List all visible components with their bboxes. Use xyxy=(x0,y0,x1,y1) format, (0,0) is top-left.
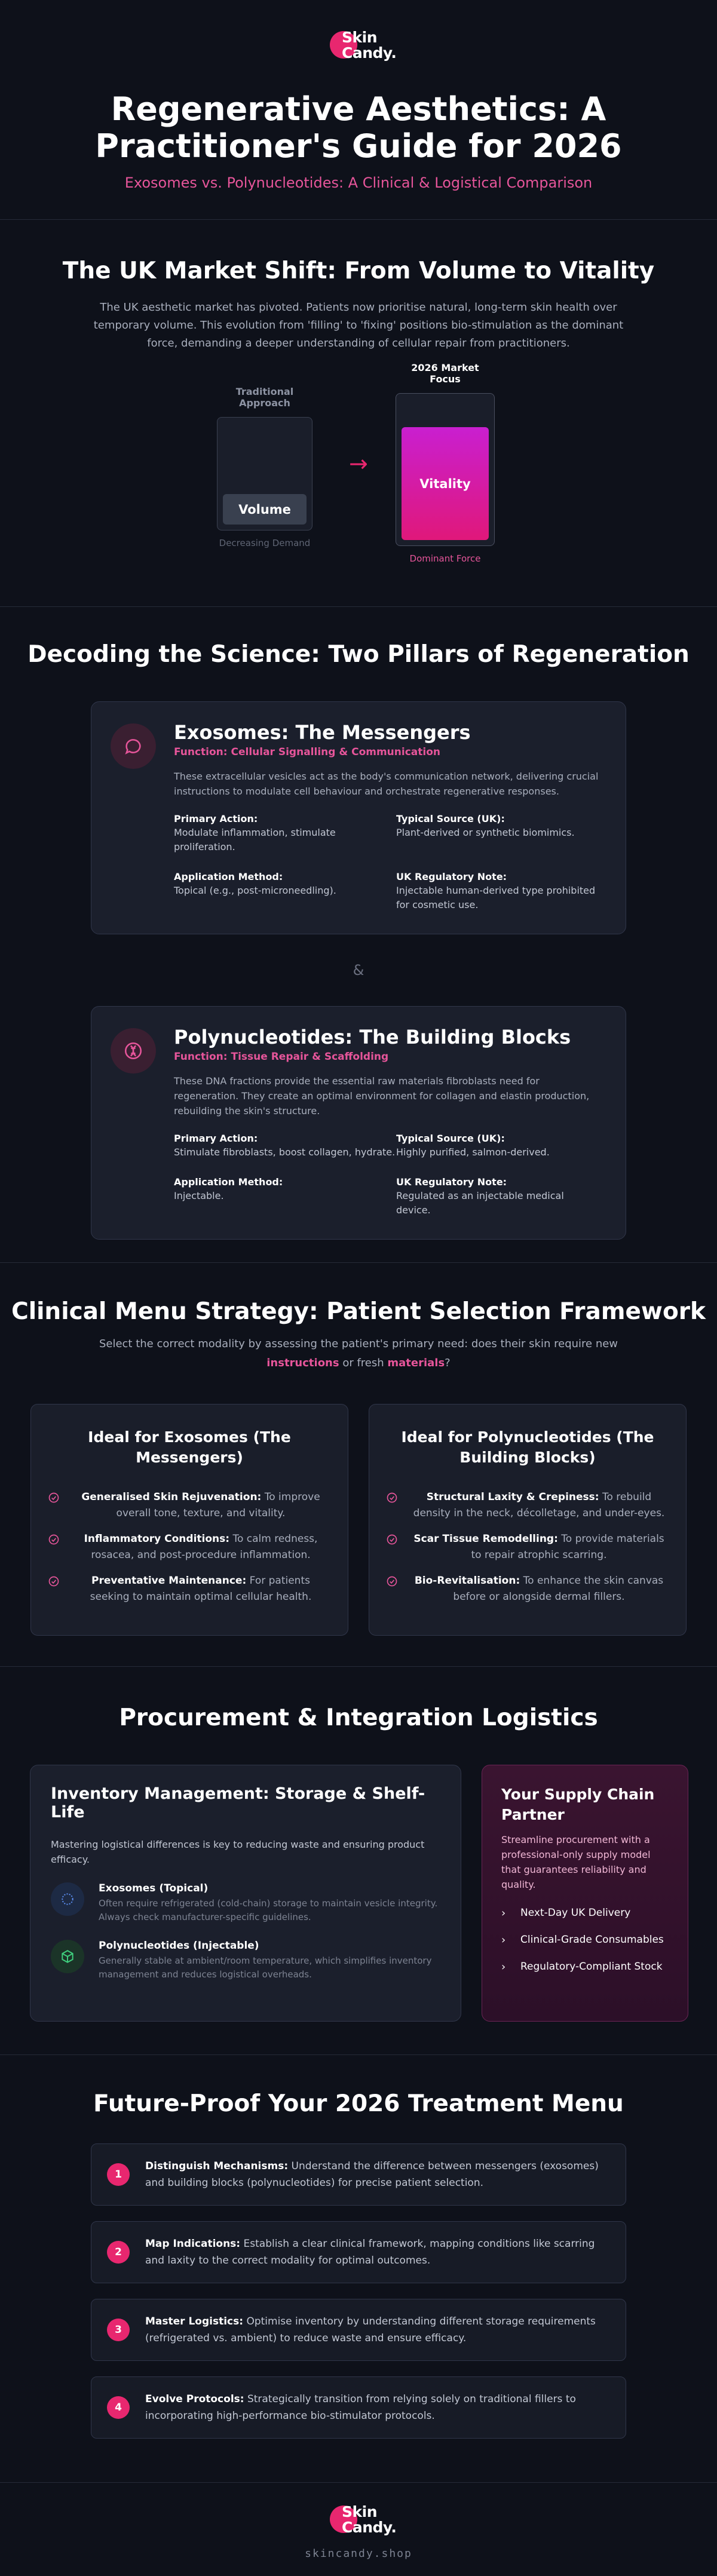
lede-highlight-instructions: instructions xyxy=(266,1357,339,1369)
item-head: Generalised Skin Rejuvenation: xyxy=(81,1491,262,1503)
section-title: Procurement & Integration Logistics xyxy=(119,1704,598,1731)
item-title: Exosomes (Topical) xyxy=(99,1882,209,1894)
step-text xyxy=(145,2158,610,2191)
field xyxy=(174,871,396,912)
field-label: Typical Source (UK): xyxy=(396,813,505,824)
card-title: Ideal for Exosomes (The Messengers) xyxy=(88,1428,291,1466)
page-subtitle: Exosomes vs. Polynucleotides: A Clinical & Logistical Comparison xyxy=(124,174,593,191)
logo-text-line2: Candy. xyxy=(342,44,397,62)
item-text: For patients seeking to maintain optimal cellular health. xyxy=(90,1575,312,1603)
field-label: Application Method: xyxy=(174,1176,283,1188)
inventory-card xyxy=(30,1765,461,2022)
item-head: Bio-Revitalisation: xyxy=(414,1575,520,1587)
vitality-bar: Vitality xyxy=(402,427,489,540)
ampersand-separator: & xyxy=(353,962,364,979)
focus-footer: Dominant Force xyxy=(409,553,481,564)
partner-benefits-list xyxy=(501,1905,669,1975)
field xyxy=(396,871,599,912)
title-line-2: Practitioner's Guide for 2026 xyxy=(95,127,622,165)
logo-text xyxy=(342,30,396,61)
logo-text-line2: Candy. xyxy=(342,2519,397,2536)
step-body: Understand the difference between messengers (exosomes) and building blocks (polynucleotides) for precise patient selection. xyxy=(145,2160,599,2189)
item-text: To calm redness, rosacea, and post-procedure inflammation. xyxy=(91,1533,318,1561)
polynucleotides-card xyxy=(91,1006,626,1240)
market-shift-section xyxy=(0,220,717,607)
item-text: To improve overall tone, texture, and vitality. xyxy=(116,1491,320,1519)
field xyxy=(174,1133,396,1160)
check-circle-icon xyxy=(48,1492,60,1509)
item-title: Polynucleotides (Injectable) xyxy=(99,1940,259,1952)
field-value: Topical (e.g., post-microneedling). xyxy=(174,885,336,896)
card-description: These DNA fractions provide the essential raw materials fibroblasts need for regeneration. They create an optimal environment for collagen and elastin production, rebuilding the skin's structure. xyxy=(174,1075,590,1117)
section-title: The UK Market Shift: From Volume to Vitality xyxy=(62,257,655,284)
logo-text xyxy=(342,2504,396,2535)
selection-cards xyxy=(0,1404,717,1636)
section-title: Clinical Menu Strategy: Patient Selection Framework xyxy=(11,1298,706,1325)
item-text: Next-Day UK Delivery xyxy=(520,1907,631,1919)
card-description: Streamline procurement with a professional-only supply model that guarantees reliability and quality. xyxy=(501,1834,651,1890)
section-lede: The UK aesthetic market has pivoted. Patients now prioritise natural, long-term skin health over temporary volume. This evolution from 'filling' to 'fixing' positions bio-stimulation as the dominant force, demanding a deeper understanding of cellular repair from practitioners. xyxy=(93,301,624,349)
card-intro: Mastering logistical differences is key to reducing waste and ensuring product efficacy. xyxy=(51,1839,425,1865)
check-circle-icon xyxy=(48,1575,60,1593)
step-item xyxy=(91,2143,626,2206)
card-title: Inventory Management: Storage & Shelf-Life xyxy=(51,1784,425,1821)
field xyxy=(396,813,599,854)
step-number: 3 xyxy=(107,2319,130,2341)
clinical-section xyxy=(0,1263,717,1667)
item-head: Scar Tissue Remodelling: xyxy=(413,1533,558,1545)
list-item xyxy=(501,1959,669,1975)
lede-text: Select the correct modality by assessing the patient's primary need: does their skin require new xyxy=(99,1338,618,1350)
lede-text: or fresh xyxy=(339,1357,388,1369)
list-item xyxy=(386,1489,669,1522)
list-item xyxy=(501,1932,669,1948)
chevron-right-icon: › xyxy=(501,1934,506,1946)
lede-text: ? xyxy=(445,1357,451,1369)
page-title xyxy=(0,91,717,165)
future-section xyxy=(0,2055,717,2483)
arrow-right-icon: → xyxy=(349,450,368,477)
card-title: Exosomes: The Messengers xyxy=(174,721,471,744)
step-text xyxy=(145,2235,610,2269)
item-text: To enhance the skin canvas before or alongside dermal fillers. xyxy=(453,1575,664,1603)
inventory-item-polynucleotides xyxy=(51,1940,440,1982)
chevron-right-icon: › xyxy=(501,1907,506,1919)
item-text: Regulatory-Compliant Stock xyxy=(520,1961,663,1973)
step-number: 1 xyxy=(107,2163,130,2186)
step-item xyxy=(91,2376,626,2439)
list-item xyxy=(501,1905,669,1921)
traditional-footer: Decreasing Demand xyxy=(219,538,311,548)
science-section xyxy=(0,607,717,1263)
field-label: Typical Source (UK): xyxy=(396,1133,505,1144)
footer-url-link[interactable]: skincandy.shop xyxy=(305,2547,412,2560)
list-item xyxy=(386,1531,669,1563)
procurement-cards xyxy=(30,1765,717,2022)
exosomes-indications-card xyxy=(30,1404,348,1636)
chevron-right-icon: › xyxy=(501,1961,506,1973)
field-label: UK Regulatory Note: xyxy=(396,1176,507,1188)
field-value: Injectable human-derived type prohibited for cosmetic use. xyxy=(396,885,596,910)
list-item xyxy=(48,1531,331,1563)
supply-partner-card xyxy=(482,1765,688,2022)
field-value: Modulate inflammation, stimulate proliferation. xyxy=(174,827,336,852)
section-title: Decoding the Science: Two Pillars of Regeneration xyxy=(27,641,690,668)
step-body: Strategically transition from relying solely on traditional fillers to incorporating high-performance bio-stimulator protocols. xyxy=(145,2393,576,2422)
list-item xyxy=(48,1573,331,1605)
list-item xyxy=(48,1489,331,1522)
card-title: Your Supply Chain Partner xyxy=(501,1786,655,1823)
field-label: Primary Action: xyxy=(174,1133,258,1144)
section-title: Future-Proof Your 2026 Treatment Menu xyxy=(93,2090,624,2117)
step-head: Distinguish Mechanisms: xyxy=(145,2160,289,2172)
field-value: Highly purified, salmon-derived. xyxy=(396,1146,550,1158)
volume-vitality-comparison xyxy=(0,362,717,564)
field-value: Plant-derived or synthetic biomimics. xyxy=(396,827,575,838)
brand-logo[interactable] xyxy=(317,24,400,66)
focus-gauge xyxy=(396,393,495,546)
step-text xyxy=(145,2391,610,2424)
step-head: Evolve Protocols: xyxy=(145,2393,244,2405)
field-value: Regulated as an injectable medical device. xyxy=(396,1190,564,1216)
field-label: UK Regulatory Note: xyxy=(396,871,507,882)
step-head: Master Logistics: xyxy=(145,2316,244,2327)
section-lede xyxy=(0,1335,717,1373)
step-number: 2 xyxy=(107,2241,130,2264)
list-item xyxy=(386,1573,669,1605)
traditional-caption: Traditional Approach xyxy=(235,386,294,409)
title-line-1: Regenerative Aesthetics: A xyxy=(111,90,606,128)
field-label: Primary Action: xyxy=(174,813,258,824)
page-footer xyxy=(0,2483,717,2576)
indication-list xyxy=(386,1489,669,1605)
field-label: Application Method: xyxy=(174,871,283,882)
item-head: Inflammatory Conditions: xyxy=(84,1533,230,1545)
step-number: 4 xyxy=(107,2396,130,2419)
item-head: Preventative Maintenance: xyxy=(91,1575,247,1587)
item-text: To rebuild density in the neck, décolletage, and under-eyes. xyxy=(413,1491,665,1519)
item-head: Structural Laxity & Crepiness: xyxy=(426,1491,599,1503)
card-description: These extracellular vesicles act as the body's communication network, delivering crucial instructions to modulate cell behaviour and orchestrate regenerative responses. xyxy=(174,771,599,797)
hero-section xyxy=(0,0,717,220)
snowflake-icon xyxy=(51,1882,84,1916)
inventory-item-exosomes xyxy=(51,1882,440,1924)
polynucleotides-indications-card xyxy=(369,1404,687,1636)
step-head: Map Indications: xyxy=(145,2238,241,2250)
step-body: Establish a clear clinical framework, mapping conditions like scarring and laxity to the correct modality for optimal outcomes. xyxy=(145,2238,595,2267)
dna-icon xyxy=(111,1028,156,1074)
step-item xyxy=(91,2299,626,2361)
lede-highlight-materials: materials xyxy=(387,1357,445,1369)
card-fields xyxy=(174,1133,602,1218)
procurement-section xyxy=(0,1667,717,2055)
item-text: Clinical-Grade Consumables xyxy=(520,1934,664,1946)
step-body: Optimise inventory by understanding different storage requirements (refrigerated vs. ambient) to reduce waste and ensure efficacy. xyxy=(145,2316,596,2344)
check-circle-icon xyxy=(386,1575,398,1593)
card-function: Function: Cellular Signalling & Communication xyxy=(174,746,440,758)
card-title: Polynucleotides: The Building Blocks xyxy=(174,1026,571,1048)
field-value: Stimulate fibroblasts, boost collagen, hydrate. xyxy=(174,1146,396,1158)
field xyxy=(396,1133,599,1160)
field xyxy=(174,1176,396,1218)
indication-list xyxy=(48,1489,331,1605)
logo-text-line1: Skin xyxy=(342,29,377,46)
item-text: Generally stable at ambient/room temperature, which simplifies inventory management and reduces logistical overheads. xyxy=(99,1955,432,1980)
steps-list xyxy=(91,2143,626,2439)
traditional-gauge xyxy=(217,417,312,530)
chat-bubble-icon xyxy=(111,723,156,769)
card-function: Function: Tissue Repair & Scaffolding xyxy=(174,1051,389,1063)
box-icon xyxy=(51,1940,84,1973)
step-text xyxy=(145,2313,610,2347)
check-circle-icon xyxy=(386,1492,398,1509)
step-item xyxy=(91,2221,626,2283)
market-focus-column xyxy=(396,362,495,564)
volume-bar: Volume xyxy=(223,494,307,525)
logo-text-line1: Skin xyxy=(342,2503,377,2520)
card-fields xyxy=(174,813,602,912)
exosomes-card xyxy=(91,701,626,934)
item-text: To provide materials to repair atrophic scarring. xyxy=(471,1533,664,1561)
footer-logo[interactable] xyxy=(317,2498,400,2540)
focus-caption: 2026 Market Focus xyxy=(411,362,479,385)
item-text: Often require refrigerated (cold-chain) storage to maintain vesicle integrity. Always check manufacturer-specific guidelines. xyxy=(99,1898,438,1922)
check-circle-icon xyxy=(48,1534,60,1551)
field xyxy=(396,1176,599,1218)
check-circle-icon xyxy=(386,1534,398,1551)
field-value: Injectable. xyxy=(174,1190,224,1201)
field xyxy=(174,813,396,854)
traditional-approach-column xyxy=(217,386,312,548)
card-title: Ideal for Polynucleotides (The Building Blocks) xyxy=(401,1428,654,1466)
